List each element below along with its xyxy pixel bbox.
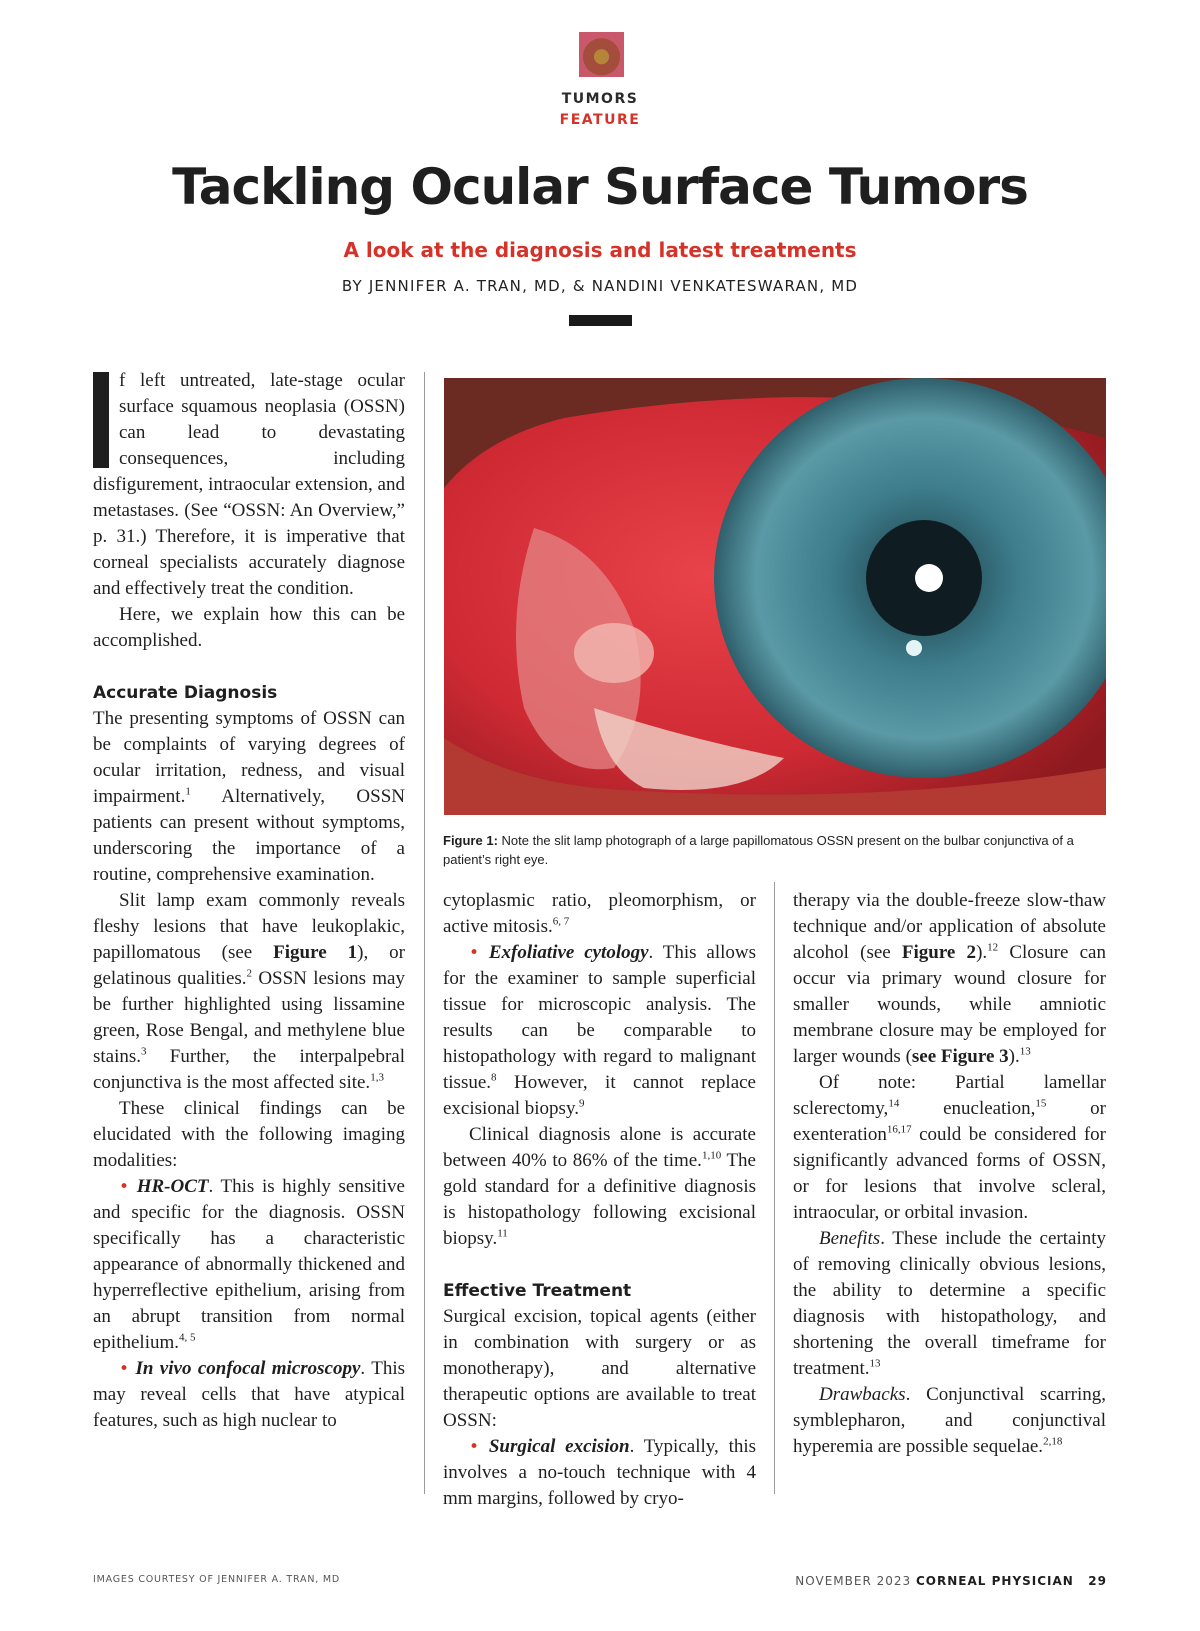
issue-date: NOVEMBER 2023 [795,1574,912,1588]
paragraph: Slit lamp exam commonly reveals fleshy lesions that have leukoplakic, papillomatous (see Figure 1), or gelatinous qualities.$^2$ OSSN lesions may be further highlighted using lissamine green, Rose Bengal, and methylene blue stains.$^3$ Further, the interpalpebral conjunctiva is the most affected site.$^{1,3}$ [93,890,405,1093]
image-credit: IMAGES COURTESY OF JENNIFER A. TRAN, MD [93,1574,340,1585]
bullet-icon: • [469,1437,480,1457]
section-logo-thumbnail [579,32,624,77]
paragraph: Here, we explain how this can be accomplished. [93,604,405,651]
column-divider [424,372,425,1494]
paragraph: The presenting symptoms of OSSN can be complaints of varying degrees of ocular irritation, redness, and visual impairment.$^1$ Alternatively, OSSN patients can present without symptoms, underscoring the importance of a routine, comprehensive examination. [93,708,405,885]
paragraph: cytoplasmic ratio, pleomorphism, or active mitosis.$^{6, 7}$ [443,890,756,937]
section-heading: Accurate Diagnosis [93,683,278,703]
figure-reference: Figure 1 [273,942,358,963]
bullet-icon: • [119,1177,130,1197]
eye-photo-illustration [444,378,1106,815]
column-3 [793,888,1106,1460]
paragraph: Surgical excision, topical agents (either in combination with surgery or as monotherapy), and alternative therapeutic options are available to treat OSSN: [443,1306,756,1431]
figure-label: Figure 1: [443,833,498,848]
bullet-item: • In vivo confocal microscopy. This may reveal cells that have atypical features, such as high nuclear to [93,1358,406,1431]
paragraph: Drawbacks. Conjunctival scarring, symblepharon, and conjunctival hyperemia are possible sequelae.$^{2,18}$ [793,1384,1106,1457]
drop-cap-i [93,372,109,468]
column-divider [774,882,775,1494]
intro-paragraph: f left untreated, late-stage ocular surface squamous neoplasia (OSSN) can lead to devastating consequences, including disfigurement, intraocular extension, and metastases. (See “OSSN: An Overview,” p. 31.) Therefore, it is imperative that corneal specialists accurately diagnose and effectively treat the condition. [93,370,405,599]
title-divider [569,315,632,326]
bullet-item: • Exfoliative cytology. This allows for the examiner to sample superficial tissue for microscopic analysis. The results can be comparable to histopathology with regard to malignant tissue.$^8$ However, it cannot replace excisional biopsy.$^9$ [443,942,757,1119]
paragraph: Benefits. These include the certainty of removing clinically obvious lesions, the ability to determine a specific diagnosis with histopathology, and shortening the overall timeframe for treatment.$^{13}$ [793,1228,1106,1379]
paragraph: Of note: Partial lamellar sclerectomy,$^{14}$ enucleation,$^{15}$ or exenteration$^{16,17}$ could be considered for significantly advanced forms of OSSN, or for lesions that involve scleral, intraocular, or orbital invasion. [793,1072,1106,1223]
bullet-item: • Surgical excision. Typically, this involves a no-touch technique with 4 mm margins, followed by cryo- [443,1436,757,1509]
section-heading: Effective Treatment [443,1281,632,1301]
article-subtitle: A look at the diagnosis and latest treatments [343,238,857,262]
figure-1-eye-photo [444,378,1106,815]
column-2 [443,888,756,1512]
feature-label: FEATURE [559,112,641,128]
figure-1-caption: Figure 1: Note the slit lamp photograph of a large papillomatous OSSN present on the bulbar conjunctiva of a patient’s right eye. [443,833,1074,867]
paragraph: therapy via the double-freeze slow-thaw technique and/or application of absolute alcohol (see Figure 2).$^{12}$ Closure can occur via primary wound closure for smaller wounds, while amniotic membrane closure may be employed for larger wounds (see Figure 3).$^{13}$ [793,890,1106,1067]
bullet-icon: • [469,943,480,963]
bullet-icon: • [119,1359,130,1379]
bullet-item: • HR-OCT. This is highly sensitive and specific for the diagnosis. OSSN specifically has a characteristic appearance of abnormally thickened and hyperreflective epithelium, arising from an abrupt transition from normal epithelium.$^{4, 5}$ [93,1176,405,1353]
publication-name: CORNEAL PHYSICIAN [916,1574,1074,1588]
figure-reference: Figure 2 [901,942,977,963]
paragraph: Clinical diagnosis alone is accurate between 40% to 86% of the time.$^{1,10}$ The gold standard for a definitive diagnosis is histopathology following excisional biopsy.$^{11}$ [443,1124,756,1249]
section-label: TUMORS [561,91,639,107]
page-footer [795,1574,1107,1588]
page-number: 29 [1088,1574,1107,1588]
figure-reference: see Figure 3 [911,1046,1009,1067]
column-1 [93,368,405,1434]
paragraph: These clinical findings can be elucidated with the following imaging modalities: [93,1098,405,1171]
byline: BY JENNIFER A. TRAN, MD, & NANDINI VENKATESWARAN, MD [341,277,859,295]
article-title: Tackling Ocular Surface Tumors [172,158,1028,216]
